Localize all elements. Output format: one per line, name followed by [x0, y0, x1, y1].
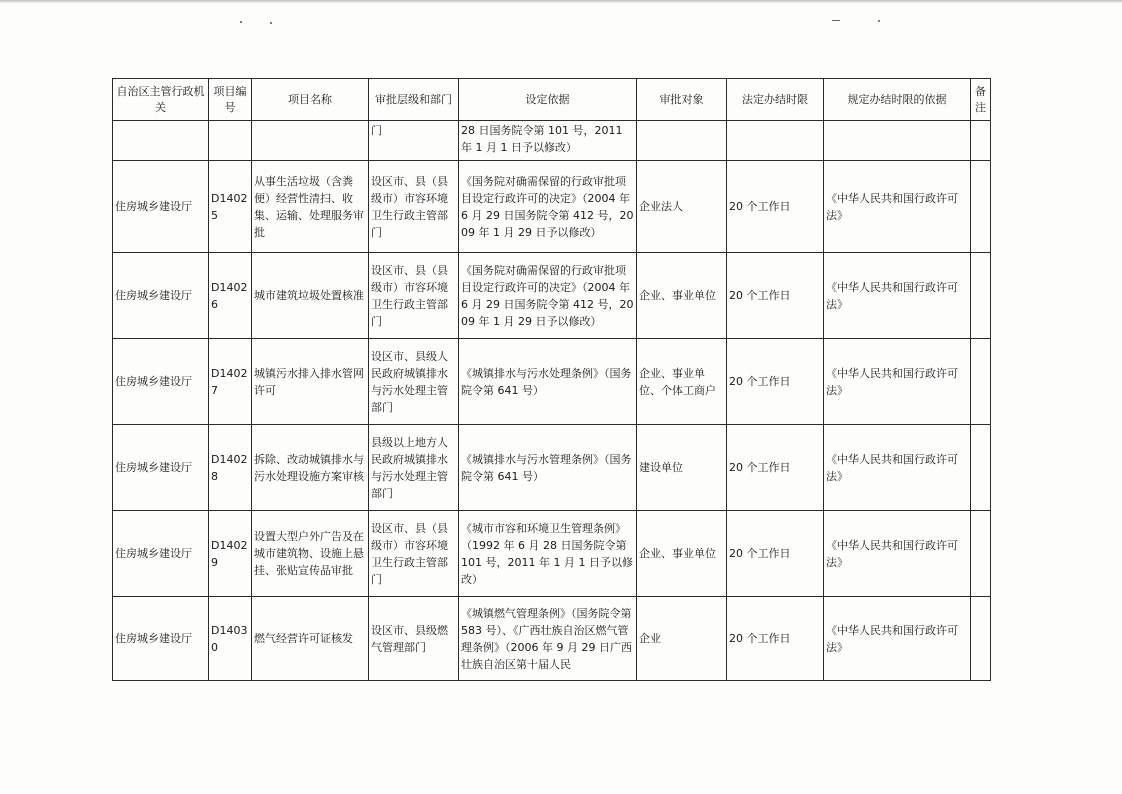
cell-code: D14027 [209, 339, 252, 425]
cell-level: 门 [369, 121, 459, 161]
cell-code: D14028 [209, 425, 252, 511]
table-row [113, 339, 991, 425]
cell-limit: 20 个工作日 [727, 161, 824, 253]
cell-limit: 20 个工作日 [727, 511, 824, 597]
table-header-row [113, 79, 991, 121]
cell-code: D14025 [209, 161, 252, 253]
scan-speck [270, 22, 272, 24]
cell-basis: 《城镇排水与污水处理条例》（国务院令第 641 号） [459, 339, 637, 425]
cell-limit-basis: 《中华人民共和国行政许可法》 [824, 597, 971, 681]
cell-target: 企业、事业单位、个体工商户 [637, 339, 727, 425]
cell-limit-basis: 《中华人民共和国行政许可法》 [824, 511, 971, 597]
cell-authority [113, 121, 209, 161]
cell-basis: 《城镇排水与污水管理条例》（国务院令第 641 号） [459, 425, 637, 511]
cell-limit: 20 个工作日 [727, 597, 824, 681]
cell-name: 城市建筑垃圾处置核准 [252, 253, 369, 339]
cell-authority: 住房城乡建设厅 [113, 339, 209, 425]
cell-authority: 住房城乡建设厅 [113, 425, 209, 511]
table-row-continuation [113, 121, 991, 161]
cell-authority: 住房城乡建设厅 [113, 597, 209, 681]
cell-target: 企业、事业单位 [637, 253, 727, 339]
cell-basis: 《城市市容和环境卫生管理条例》（1992 年 6 月 28 日国务院令第 101 号，2011 年 1 月 1 日予以修改） [459, 511, 637, 597]
cell-name [252, 121, 369, 161]
cell-remark [971, 339, 991, 425]
cell-level: 设区市、县级燃气管理部门 [369, 597, 459, 681]
cell-target: 建设单位 [637, 425, 727, 511]
cell-target: 企业法人 [637, 161, 727, 253]
cell-name: 城镇污水排入排水管网许可 [252, 339, 369, 425]
cell-level: 设区市、县级人民政府城镇排水与污水处理主管部门 [369, 339, 459, 425]
cell-limit: 20 个工作日 [727, 425, 824, 511]
cell-code: D14026 [209, 253, 252, 339]
header-limit: 法定办结时限 [727, 79, 824, 121]
cell-limit: 20 个工作日 [727, 339, 824, 425]
header-basis: 设定依据 [459, 79, 637, 121]
cell-authority: 住房城乡建设厅 [113, 161, 209, 253]
cell-remark [971, 121, 991, 161]
header-name: 项目名称 [252, 79, 369, 121]
table-row [113, 597, 991, 681]
cell-remark [971, 597, 991, 681]
cell-limit: 20 个工作日 [727, 253, 824, 339]
cell-remark [971, 425, 991, 511]
header-limit-basis: 规定办结时限的依据 [824, 79, 971, 121]
cell-remark [971, 511, 991, 597]
cell-target: 企业 [637, 597, 727, 681]
cell-basis: 《城镇燃气管理条例》（国务院令第 583 号）、《广西壮族自治区燃气管理条例》（2006 年 9 月 29 日广西壮族自治区第十届人民 [459, 597, 637, 681]
cell-level: 设区市、县（县级市）市容环境卫生行政主管部门 [369, 511, 459, 597]
cell-code: D14030 [209, 597, 252, 681]
cell-limit-basis: 《中华人民共和国行政许可法》 [824, 253, 971, 339]
cell-limit-basis [824, 121, 971, 161]
table-row [113, 161, 991, 253]
cell-limit [727, 121, 824, 161]
header-authority: 自治区主管行政机关 [113, 79, 209, 121]
cell-target [637, 121, 727, 161]
scan-speck [832, 20, 840, 21]
cell-name: 从事生活垃圾（含粪便）经营性清扫、收集、运输、处理服务审批 [252, 161, 369, 253]
table-row [113, 425, 991, 511]
cell-authority: 住房城乡建设厅 [113, 511, 209, 597]
header-level: 审批层级和部门 [369, 79, 459, 121]
cell-level: 设区市、县（县级市）市容环境卫生行政主管部门 [369, 253, 459, 339]
page-top-edge [0, 0, 1122, 3]
cell-remark [971, 253, 991, 339]
cell-basis: 28 日国务院令第 101 号，2011 年 1 月 1 日予以修改） [459, 121, 637, 161]
table-row [113, 511, 991, 597]
cell-target: 企业、事业单位 [637, 511, 727, 597]
cell-remark [971, 161, 991, 253]
scan-speck [240, 21, 242, 23]
header-target: 审批对象 [637, 79, 727, 121]
cell-basis: 《国务院对确需保留的行政审批项目设定行政许可的决定》（2004 年 6 月 29 日国务院令第 412 号，2009 年 1 月 29 日予以修改） [459, 253, 637, 339]
header-code: 项目编号 [209, 79, 252, 121]
cell-level: 县级以上地方人民政府城镇排水与污水处理主管部门 [369, 425, 459, 511]
cell-name: 燃气经营许可证核发 [252, 597, 369, 681]
cell-authority: 住房城乡建设厅 [113, 253, 209, 339]
header-remark: 备注 [971, 79, 991, 121]
cell-name: 设置大型户外广告及在城市建筑物、设施上悬挂、张贴宣传品审批 [252, 511, 369, 597]
table-row [113, 253, 991, 339]
cell-code [209, 121, 252, 161]
cell-limit-basis: 《中华人民共和国行政许可法》 [824, 425, 971, 511]
cell-limit-basis: 《中华人民共和国行政许可法》 [824, 339, 971, 425]
scan-speck [878, 20, 880, 22]
cell-basis: 《国务院对确需保留的行政审批项目设定行政许可的决定》（2004 年 6 月 29 日国务院令第 412 号，2009 年 1 月 29 日予以修改） [459, 161, 637, 253]
cell-limit-basis: 《中华人民共和国行政许可法》 [824, 161, 971, 253]
approval-items-table [112, 78, 991, 681]
cell-name: 拆除、改动城镇排水与污水处理设施方案审核 [252, 425, 369, 511]
cell-code: D14029 [209, 511, 252, 597]
cell-level: 设区市、县（县级市）市容环境卫生行政主管部门 [369, 161, 459, 253]
